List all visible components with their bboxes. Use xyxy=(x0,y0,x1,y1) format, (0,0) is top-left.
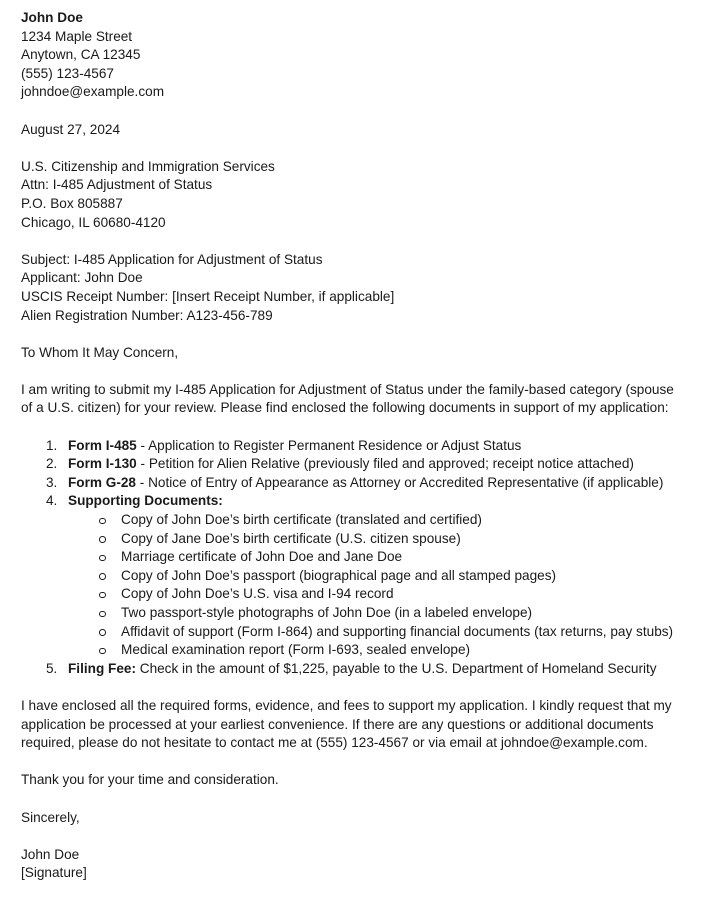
date-block xyxy=(21,121,678,140)
supporting-document-item-2 xyxy=(21,530,678,549)
enclosure-item-title: Filing Fee: xyxy=(68,660,136,676)
enclosure-item-number: 1. xyxy=(46,437,58,453)
salutation-line: To Whom It May Concern, xyxy=(21,344,179,360)
enclosure-item-title: Supporting Documents: xyxy=(68,493,223,509)
signature-placeholder: [Signature] xyxy=(21,865,87,881)
recipient-organization: U.S. Citizenship and Immigration Services xyxy=(21,158,275,174)
uscis-receipt-number-line: USCIS Receipt Number: [Insert Receipt Number, if applicable] xyxy=(21,288,395,304)
enclosure-item-number: 5. xyxy=(46,660,58,676)
enclosure-item-4 xyxy=(21,492,678,511)
enclosure-item-5 xyxy=(21,660,678,679)
subject-line: Subject: I-485 Application for Adjustment of Status xyxy=(21,251,323,267)
recipient-attention: Attn: I-485 Adjustment of Status xyxy=(21,177,213,193)
enclosure-item-description: Check in the amount of $1,225, payable to the U.S. Department of Homeland Security xyxy=(135,660,657,676)
salutation xyxy=(21,344,678,363)
supporting-document-text: Marriage certificate of John Doe and Jane Doe xyxy=(121,549,403,565)
applicant-line: Applicant: John Doe xyxy=(21,270,143,286)
supporting-document-text: Medical examination report (Form I-693, sealed envelope) xyxy=(121,642,471,658)
enclosure-item-title: Form I-485 xyxy=(68,437,137,453)
supporting-document-item-7 xyxy=(21,623,678,642)
enclosure-item-description: - Notice of Entry of Appearance as Attorney or Accredited Representative (if applicable) xyxy=(135,474,664,490)
enclosure-item-2 xyxy=(21,455,678,474)
supporting-document-text: Two passport-style photographs of John Doe (in a labeled envelope) xyxy=(121,605,533,620)
supporting-document-item-4 xyxy=(21,567,678,586)
enclosure-item-number: 4. xyxy=(46,493,58,509)
hollow-bullet-icon xyxy=(99,548,121,567)
reference-block xyxy=(21,251,678,325)
supporting-document-item-1 xyxy=(21,511,678,530)
signoff: Sincerely, xyxy=(21,809,80,825)
hollow-bullet-icon xyxy=(99,623,121,642)
enclosure-item-title: Form I-130 xyxy=(68,456,137,472)
enclosure-item-number: 3. xyxy=(46,474,58,490)
enclosure-item-description: - Petition for Alien Relative (previously filed and approved; receipt notice attached) xyxy=(136,456,634,472)
supporting-document-item-6 xyxy=(21,604,678,623)
hollow-bullet-icon xyxy=(99,641,121,660)
signature-block xyxy=(21,846,678,883)
sender-email: johndoe@example.com xyxy=(21,84,165,100)
sender-street: 1234 Maple Street xyxy=(21,28,133,44)
alien-registration-number-line: Alien Registration Number: A123-456-789 xyxy=(21,307,273,323)
sender-phone: (555) 123-4567 xyxy=(21,65,114,81)
supporting-document-item-3 xyxy=(21,548,678,567)
letter-date: August 27, 2024 xyxy=(21,121,121,137)
hollow-bullet-icon xyxy=(99,530,121,549)
intro-paragraph: I am writing to submit my I-485 Application for Adjustment of Status under the family-based category (spouse of a U.S. citizen) for your review. Please find enclosed the following documents in support of my application: xyxy=(21,381,674,416)
supporting-document-item-8 xyxy=(21,641,678,660)
thanks-line: Thank you for your time and consideration. xyxy=(21,772,279,788)
supporting-document-text: Copy of John Doe’s passport (biographical page and all stamped pages) xyxy=(121,567,557,583)
enclosure-item-title: Form G-28 xyxy=(68,474,136,490)
recipient-po-box: P.O. Box 805887 xyxy=(21,195,123,211)
enclosure-list xyxy=(21,437,678,679)
sender-name: John Doe xyxy=(21,10,83,25)
hollow-bullet-icon xyxy=(99,567,121,586)
hollow-bullet-icon xyxy=(99,585,121,604)
supporting-document-text: Affidavit of support (Form I-864) and supporting financial documents (tax returns, pay stubs) xyxy=(121,623,674,639)
closing-paragraph: I have enclosed all the required forms, evidence, and fees to support my application. I kindly request that my application be processed at your earliest convenience. If there are any questions or additional documents required, please do not hesitate to contact me at (555) 123-4567 or via email at johndoe@example.com. xyxy=(21,697,672,751)
enclosure-item-number: 2. xyxy=(46,456,58,472)
supporting-document-text: Copy of John Doe’s birth certificate (translated and certified) xyxy=(121,512,482,528)
recipient-city-state-zip: Chicago, IL 60680-4120 xyxy=(21,214,166,230)
signature-name: John Doe xyxy=(21,846,80,862)
enclosure-item-3 xyxy=(21,474,678,493)
recipient-block xyxy=(21,158,678,232)
supporting-document-text: Copy of Jane Doe’s birth certificate (U.S. citizen spouse) xyxy=(121,530,461,546)
hollow-bullet-icon xyxy=(99,511,121,530)
supporting-document-item-5 xyxy=(21,585,678,604)
supporting-document-text: Copy of John Doe’s U.S. visa and I-94 record xyxy=(121,586,394,602)
sender-city-state-zip: Anytown, CA 12345 xyxy=(21,47,141,63)
enclosure-item-1 xyxy=(21,437,678,456)
hollow-bullet-icon xyxy=(99,604,121,623)
enclosure-item-description: - Application to Register Permanent Residence or Adjust Status xyxy=(136,437,522,453)
sender-block xyxy=(21,9,678,102)
